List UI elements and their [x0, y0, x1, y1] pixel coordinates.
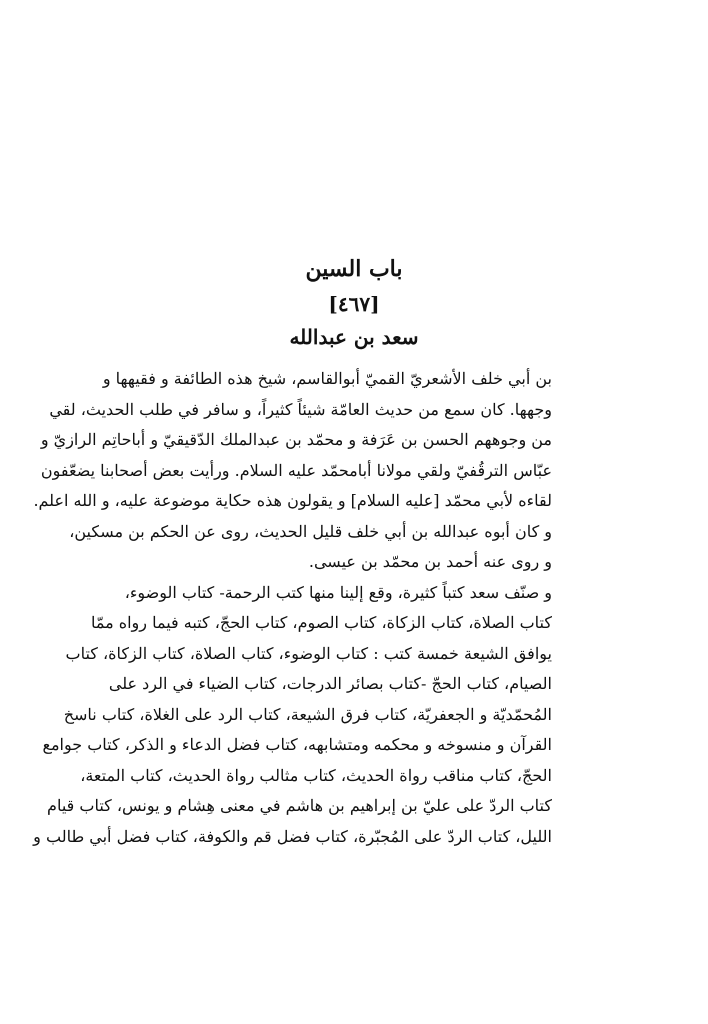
text-line: من وجوههم الحسن بن عَرَفة و محمّد بن عبدالملك الدّقيقيّ و أباحاتِم الرازيّ و	[40, 430, 552, 449]
text-line: يوافق الشيعة خمسة كتب : كتاب الوضوء، كتاب الصلاة، كتاب الزكاة، كتاب	[65, 643, 552, 663]
biography-text	[33, 364, 570, 852]
paragraph-3	[33, 578, 570, 853]
text-line: الحجّ، كتاب مناقب رواة الحديث، كتاب مثالب رواة الحديث، كتاب المتعة،	[80, 765, 552, 785]
text-line: القرآن و منسوخه و محكمه ومتشابهه، كتاب فضل الدعاء و الذكر، كتاب جوامع	[42, 735, 552, 754]
text-line: كتاب الردّ على عليّ بن إبراهيم بن هاشم في معنى هِشام و يونس، كتاب قيام	[47, 796, 552, 815]
entry-name: سعد بن عبدالله	[289, 325, 419, 349]
text-line: المُحمّديّة و الجعفريّة، كتاب فرق الشيعة، كتاب الرد على الغلاة، كتاب ناسخ	[63, 704, 552, 724]
text-line: الصيام، كتاب الحجّ -كتاب بصائر الدرجات، كتاب الضياء في الرد على	[108, 674, 552, 693]
text-line: و كان أبوه عبدالله بن أبي خلف قليل الحديث، روى عن الحكم بن مسكين،	[69, 521, 552, 541]
text-line: عبّاس الترقُفيّ ولقي مولانا أبامحمّد عليه السلام. ورأيت بعض أصحابنا يضعّفون	[40, 460, 552, 480]
text-line: و روى عنه أحمد بن محمّد بن عيسى.	[308, 552, 552, 571]
text-line: لقاءه لأبي محمّد [عليه السلام] و يقولون هذه حكاية موضوعة عليه، و الله اعلم.	[33, 491, 552, 510]
text-line: كتاب الصلاة، كتاب الزكاة، كتاب الصوم، كتاب الحجّ، كتبه فيما رواه ممّا	[90, 613, 552, 632]
paragraph-2	[69, 517, 570, 578]
entry-number: [٤٦٧]	[328, 292, 380, 316]
chapter-title: باب السين	[305, 256, 403, 282]
paragraph-1	[33, 364, 570, 517]
text-line: الليل، كتاب الردّ على المُجبّرة، كتاب فضل قم والكوفة، كتاب فضل أبي طالب و	[33, 826, 552, 846]
text-line: و صنّف سعد كتباً كثيرة، وقع إلينا منها كتب الرحمة- كتاب الوضوء،	[124, 582, 552, 602]
text-line: بن أبي خلف الأشعريّ القميّ أبوالقاسم، شيخ هذه الطائفة و فقيهها و	[102, 369, 552, 388]
text-line: وجهها. كان سمع من حديث العامّة شيئاً كثيراً، و سافر في طلب الحديث، لقي	[49, 399, 552, 419]
